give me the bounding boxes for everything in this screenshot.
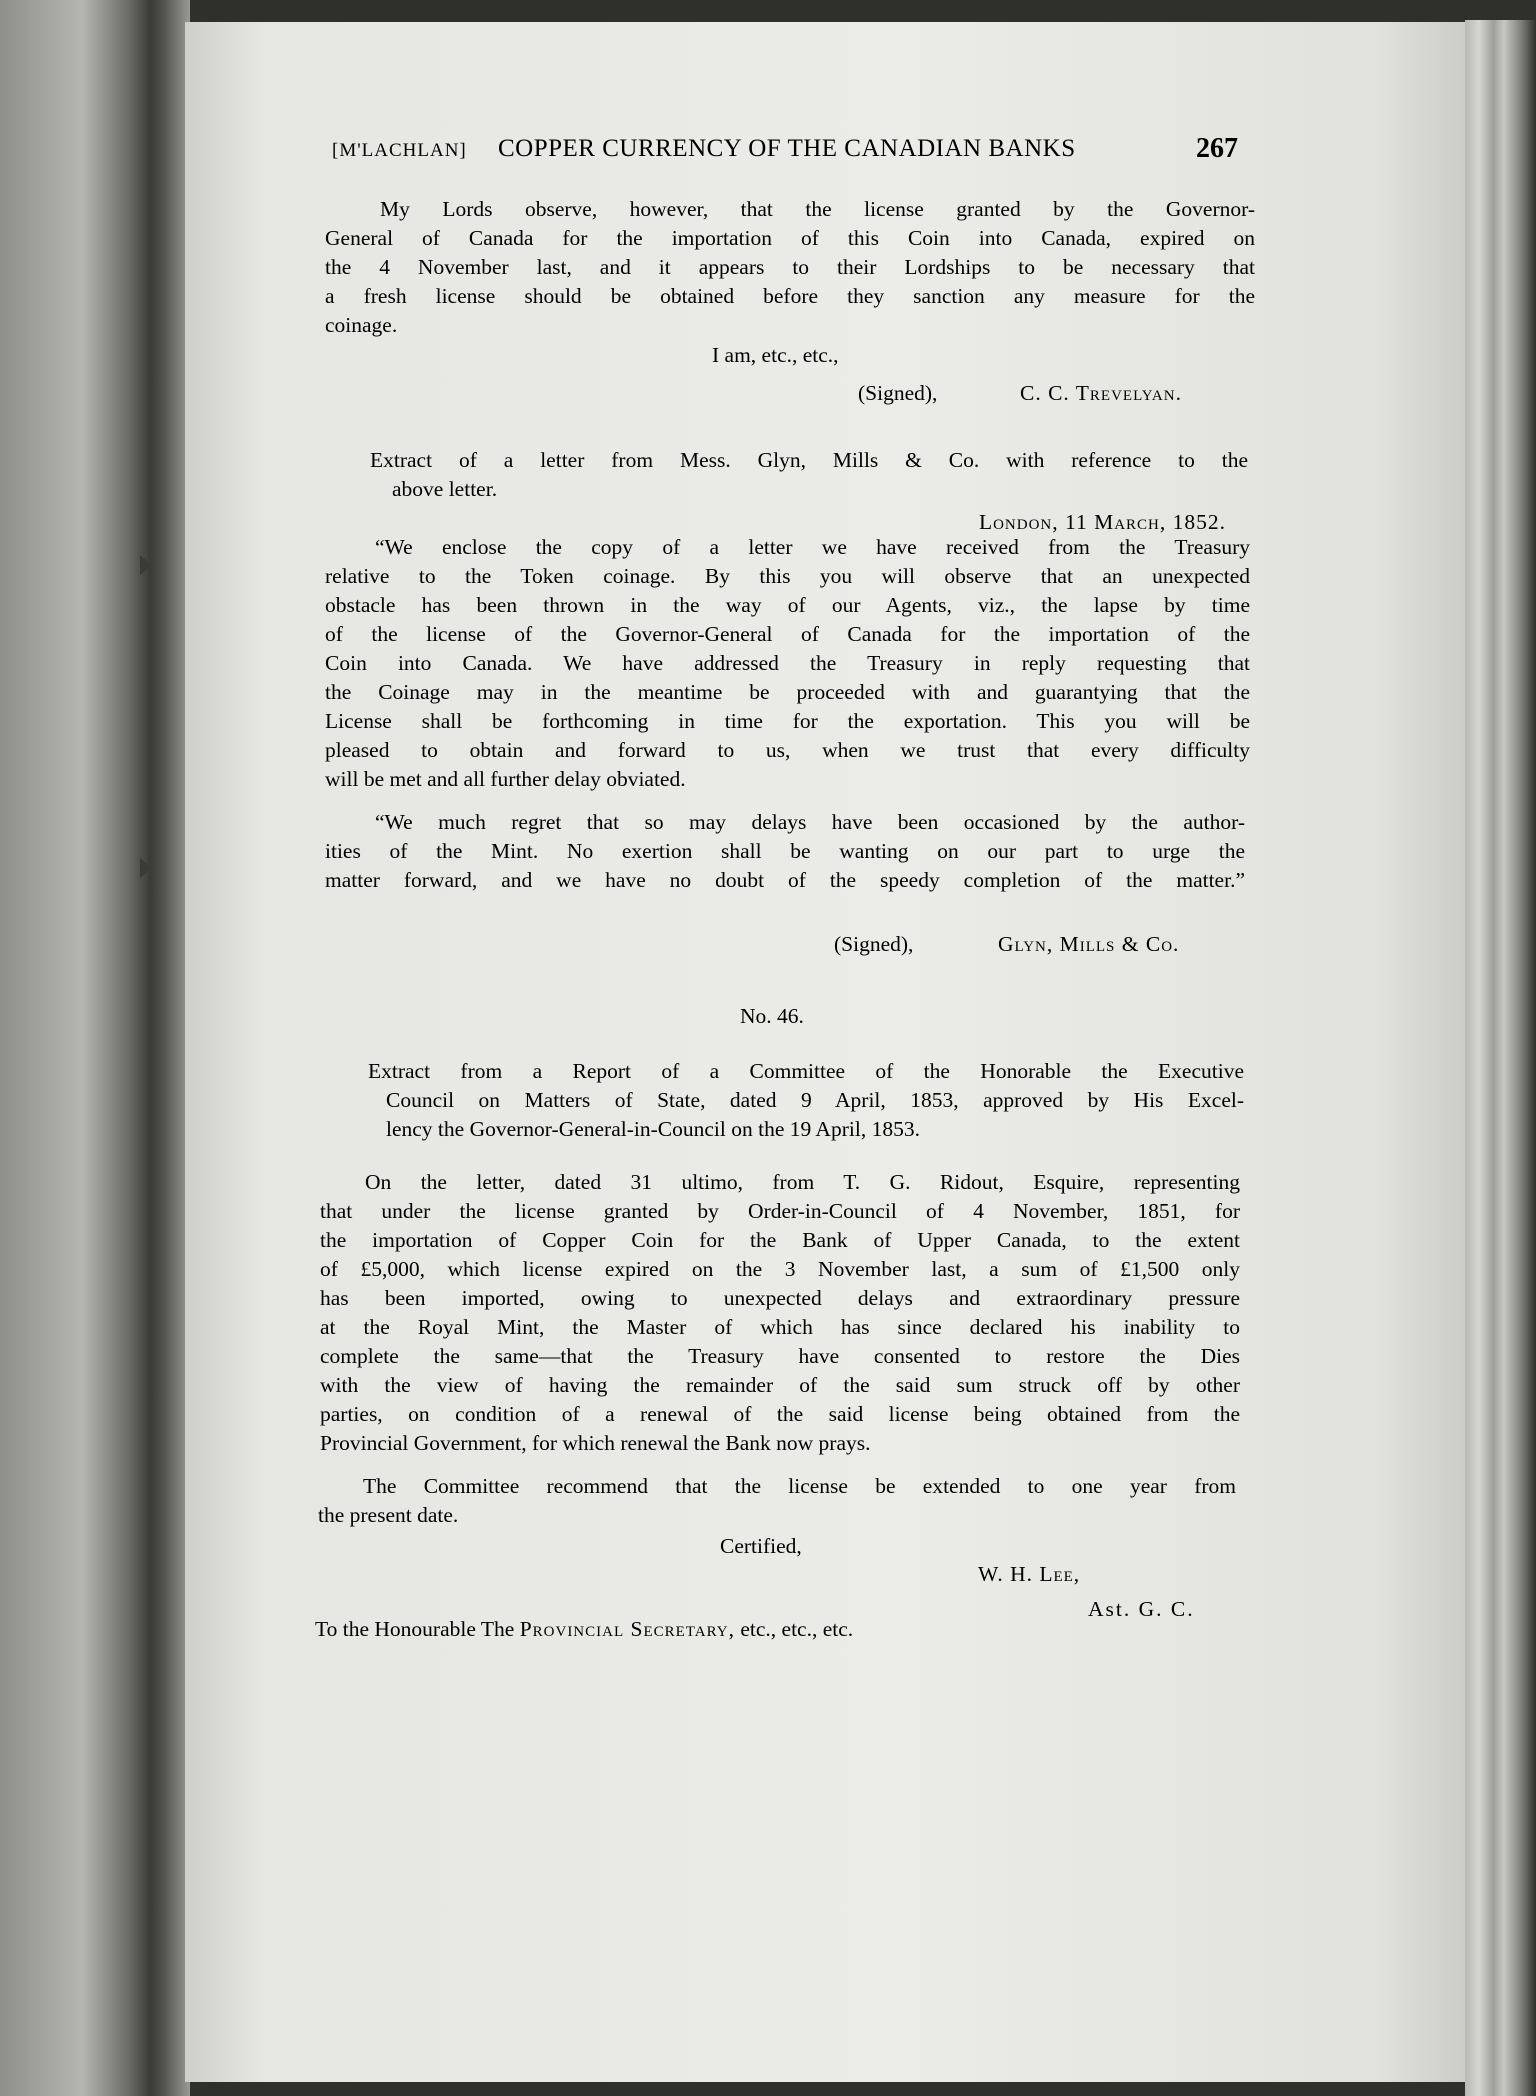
report-heading (368, 1057, 1244, 1144)
text-line: will be met and all further delay obviated. (325, 767, 686, 791)
text-line: of the license of the Governor-General of Canada for the importation of the (325, 622, 1250, 646)
text-line: ities of the Mint. No exertion shall be wanting on our part to urge the (325, 839, 1245, 863)
report-paragraph (318, 1472, 1236, 1530)
text-line: the present date. (318, 1503, 459, 1527)
signed-label: (Signed), (858, 381, 938, 405)
text-line: My Lords observe, however, that the license granted by the Governor- (380, 197, 1255, 221)
signatory-title: Ast. G. C. (1088, 1597, 1195, 1621)
dateline-text: London, 11 March, 1852. (978, 510, 1226, 534)
text-line: lency the Governor-General-in-Council on the 19 April, 1853. (386, 1117, 920, 1141)
text-line: with the view of having the remainder of the said sum struck off by other (320, 1373, 1240, 1397)
text-line: Council on Matters of State, dated 9 April, 1853, approved by His Excel- (386, 1088, 1244, 1112)
extract-heading (370, 446, 1248, 504)
address-suffix: etc., etc., etc. (740, 1617, 854, 1641)
page-tab-marker (140, 858, 152, 878)
letter-paragraph (325, 808, 1245, 895)
text-line: obstacle has been thrown in the way of our Agents, viz., the lapse by time (325, 593, 1250, 617)
text-line: the importation of Copper Coin for the Bank of Upper Canada, to the extent (320, 1228, 1240, 1252)
text-line: “We enclose the copy of a letter we have received from the Treasury (375, 535, 1250, 559)
text-line: pleased to obtain and forward to us, when we trust that every difficulty (325, 738, 1250, 762)
text-line: at the Royal Mint, the Master of which has since declared his inability to (320, 1315, 1240, 1339)
text-line: above letter. (392, 477, 498, 501)
running-head-title: COPPER CURRENCY OF THE CANADIAN BANKS (498, 135, 1076, 162)
text-line: the 4 November last, and it appears to their Lordships to be necessary that (325, 255, 1255, 279)
page-tab-marker (140, 555, 152, 575)
address-office: Provincial Secretary, (519, 1617, 735, 1641)
text-line: parties, on condition of a renewal of the said license being obtained from the (320, 1402, 1240, 1426)
book-gutter (150, 0, 190, 2096)
text-line: Extract from a Report of a Committee of the Honorable the Executive (368, 1059, 1244, 1083)
signatory-name: W. H. Lee, (978, 1562, 1081, 1586)
text-line: “We much regret that so may delays have been occasioned by the author- (375, 810, 1245, 834)
letter-paragraph (325, 533, 1250, 794)
text-line: Provincial Government, for which renewal the Bank now prays. (320, 1431, 871, 1455)
letter-paragraph (325, 195, 1255, 340)
text-line: relative to the Token coinage. By this you will observe that an unexpected (325, 564, 1250, 588)
text-line: The Committee recommend that the license be extended to one year from (363, 1474, 1236, 1498)
text-line: Extract of a letter from Mess. Glyn, Mills & Co. with reference to the (370, 448, 1248, 472)
report-paragraph (320, 1168, 1240, 1458)
running-head-author: [M'LACHLAN] (332, 140, 467, 161)
text-line: coinage. (325, 313, 398, 337)
text-line: that under the license granted by Order-in-Council of 4 November, 1851, for (320, 1199, 1240, 1223)
document-number: No. 46. (740, 1004, 804, 1028)
text-line: Coin into Canada. We have addressed the Treasury in reply requesting that (325, 651, 1250, 675)
text-line: a fresh license should be obtained before they sanction any measure for the (325, 284, 1255, 308)
signatory-name: C. C. Trevelyan. (1020, 381, 1182, 405)
text-line: On the letter, dated 31 ultimo, from T. G. Ridout, Esquire, representing (365, 1170, 1240, 1194)
signatory-name: Glyn, Mills & Co. (998, 932, 1180, 956)
page-stack-edge (1465, 20, 1536, 2096)
page-number: 267 (1196, 133, 1238, 164)
address-line (315, 1615, 853, 1644)
text-line: of £5,000, which license expired on the 3 November last, a sum of £1,500 only (320, 1257, 1240, 1281)
address-prefix: To the Honourable The (315, 1617, 515, 1641)
text-line: the Coinage may in the meantime be proceeded with and guarantying that the (325, 680, 1250, 704)
text-line: has been imported, owing to unexpected delays and extraordinary pressure (320, 1286, 1240, 1310)
text-line: General of Canada for the importation of this Coin into Canada, expired on (325, 226, 1255, 250)
signed-label: (Signed), (834, 932, 914, 956)
text-line: complete the same—that the Treasury have consented to restore the Dies (320, 1344, 1240, 1368)
certified-label: Certified, (720, 1534, 802, 1558)
text-line: License shall be forthcoming in time for the exportation. This you will be (325, 709, 1250, 733)
facing-page-edge (0, 0, 150, 2096)
text-line: matter forward, and we have no doubt of the speedy completion of the matter.” (325, 868, 1245, 892)
letter-closing: I am, etc., etc., (712, 343, 839, 367)
